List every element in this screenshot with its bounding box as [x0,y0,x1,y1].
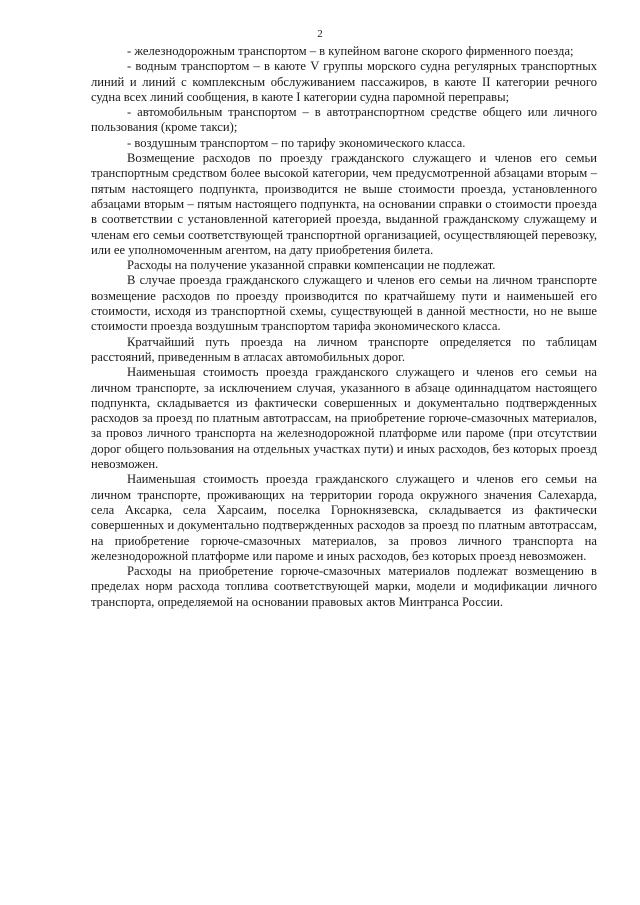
document-body [91,44,597,610]
paragraph-road-transport: - автомобильным транспортом – в автотранспортном средстве общего или личного пользования (кроме такси); [91,105,597,135]
paragraph-certificate-costs: Расходы на получение указанной справки компенсации не подлежат. [127,258,496,273]
paragraph-personal-transport: В случае проезда гражданского служащего и членов его семьи на личном транспорте возмещение расходов по проезду производится по кратчайшему пути и наименьшей его стоимости, исходя из транспортной схемы, существующей в данной местности, но не выше стоимости проезда воздушным транспортом тарифа экономического класса. [91,273,597,334]
paragraph-lowest-cost-salekhard: Наименьшая стоимость проезда гражданского служащего и членов его семьи на личном транспорте, проживающих на территории города окружного значения Салехарда, села Аксарка, села Харсаим, поселка Горнокнязевска, складывается из фактически совершенных и документально подтвержденных расходов за проезд по платным автотрассам, на приобретение горюче-смазочных материалов, за провоз личного транспорта на железнодорожной платформе или пароме и иных расходов, без которых проезд невозможен. [91,472,597,563]
page-number: 2 [317,28,323,40]
paragraph-air-transport: - воздушным транспортом – по тарифу экономического класса. [127,135,466,150]
paragraph-fuel-costs: Расходы на приобретение горюче-смазочных материалов подлежат возмещению в пределах норм расхода топлива соответствующей марки, модели и модификации личного транспорта, определяемой на основании правовых актов Минтранса России. [91,564,597,609]
paragraph-higher-category-reimbursement: Возмещение расходов по проезду гражданского служащего и членов его семьи транспортным средством более высокой категории, чем предусмотренной абзацами вторым – пятым настоящего подпункта, производится не выше стоимости проезда, установленного абзацами вторым – пятым настоящего подпункта, на основании справки о стоимости проезда в соответствии с установленной категорией проезда, выданной гражданскому служащему и членам его семьи соответствующей транспортной организацией, осуществляющей перевозку, или ее уполномоченным агентом, на дату приобретения билета. [91,151,597,257]
paragraph-water-transport: - водным транспортом – в каюте V группы морского судна регулярных транспортных линий и линий с комплексным обслуживанием пассажиров, в каюте II категории речного судна всех линий сообщения, в каюте I категории судна паромной переправы; [91,59,597,104]
paragraph-rail-transport: - железнодорожным транспортом – в купейном вагоне скорого фирменного поезда; [127,44,574,58]
paragraph-shortest-route: Кратчайший путь проезда на личном транспорте определяется по таблицам расстояний, приведенным в атласах автомобильных дорог. [91,334,597,364]
paragraph-lowest-cost: Наименьшая стоимость проезда гражданского служащего и членов его семьи на личном транспорте, за исключением случая, указанного в абзаце одиннадцатом настоящего подпункта, складывается из фактически совершенных и документально подтвержденных расходов за проезд по платным автотрассам, на приобретение горюче-смазочных материалов, за провоз личного транспорта на железнодорожной платформе или пароме (при отсутствии дорог общего пользования на отдельных участках пути) и иных расходов, без которых проезд невозможен. [91,365,597,472]
